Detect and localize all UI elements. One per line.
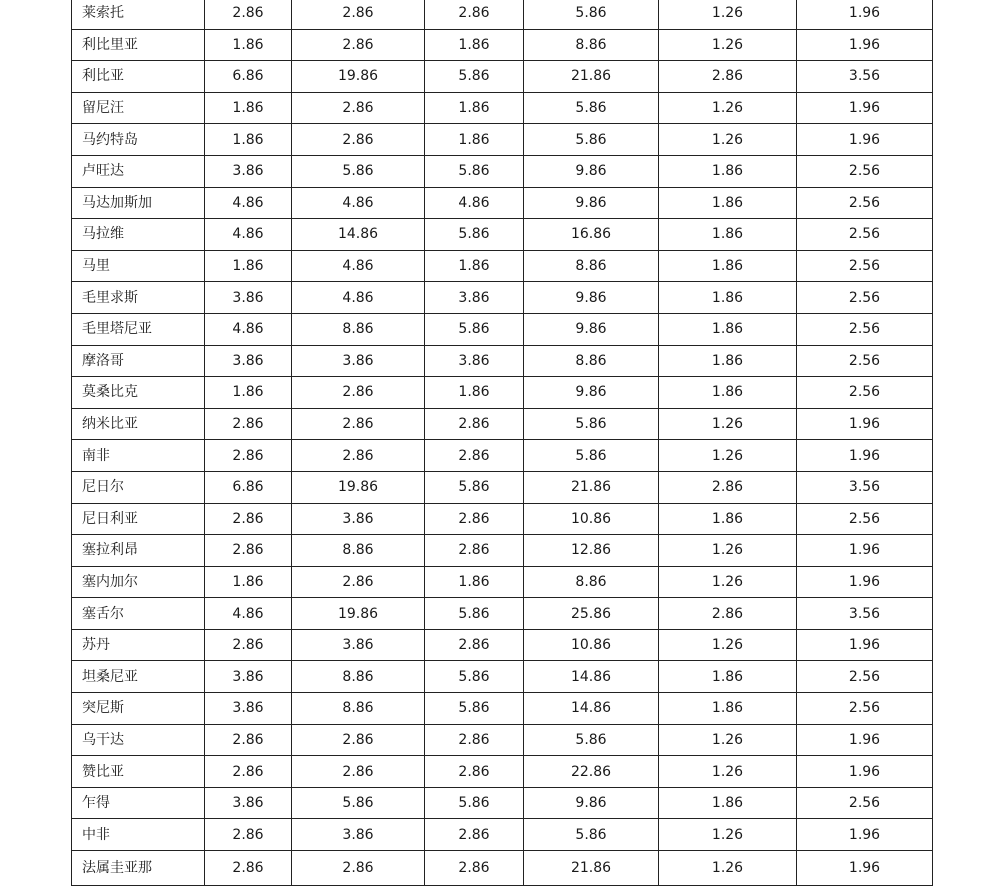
rate-cell: 22.86 (524, 756, 659, 788)
rate-cell: 2.86 (425, 819, 524, 851)
rate-cell: 2.56 (797, 787, 933, 819)
rate-cell: 21.86 (524, 61, 659, 93)
rate-cell: 2.86 (425, 851, 524, 886)
rate-cell: 5.86 (524, 92, 659, 124)
rate-cell: 2.86 (205, 819, 292, 851)
rate-cell: 1.86 (659, 693, 797, 725)
rate-cell: 1.86 (659, 377, 797, 409)
table-row (72, 819, 933, 851)
rate-table-body (72, 0, 933, 886)
rate-cell: 2.86 (292, 408, 425, 440)
rate-cell: 9.86 (524, 155, 659, 187)
rate-cell: 2.86 (659, 471, 797, 503)
rate-cell: 3.86 (292, 819, 425, 851)
rate-cell: 1.86 (659, 787, 797, 819)
rate-cell: 1.86 (205, 29, 292, 61)
rate-cell: 1.86 (425, 92, 524, 124)
rate-cell: 5.86 (425, 693, 524, 725)
rate-cell: 2.86 (205, 851, 292, 886)
rate-cell: 2.86 (425, 535, 524, 567)
country-cell: 马里 (72, 250, 205, 282)
rate-cell: 1.86 (425, 566, 524, 598)
rate-cell: 1.96 (797, 124, 933, 156)
rate-cell: 5.86 (425, 787, 524, 819)
rate-cell: 1.26 (659, 408, 797, 440)
rate-table-container (71, 0, 933, 886)
rate-cell: 2.56 (797, 219, 933, 251)
rate-cell: 2.86 (292, 724, 425, 756)
country-cell: 莱索托 (72, 0, 205, 29)
country-cell: 尼日尔 (72, 471, 205, 503)
rate-cell: 2.86 (292, 851, 425, 886)
rate-cell: 1.96 (797, 819, 933, 851)
rate-cell: 2.86 (425, 629, 524, 661)
rate-cell: 2.56 (797, 187, 933, 219)
rate-cell: 2.86 (425, 724, 524, 756)
country-cell: 马达加斯加 (72, 187, 205, 219)
table-row (72, 187, 933, 219)
rate-cell: 5.86 (524, 0, 659, 29)
rate-cell: 3.86 (205, 345, 292, 377)
rate-cell: 2.86 (205, 756, 292, 788)
rate-cell: 2.86 (425, 0, 524, 29)
rate-cell: 2.86 (292, 440, 425, 472)
table-row (72, 92, 933, 124)
rate-cell: 1.26 (659, 819, 797, 851)
country-cell: 留尼汪 (72, 92, 205, 124)
rate-cell: 4.86 (205, 598, 292, 630)
country-cell: 毛里塔尼亚 (72, 313, 205, 345)
rate-cell: 3.86 (292, 345, 425, 377)
rate-cell: 2.86 (205, 503, 292, 535)
rate-cell: 2.86 (425, 408, 524, 440)
rate-cell: 3.86 (205, 282, 292, 314)
rate-cell: 3.86 (205, 693, 292, 725)
rate-cell: 25.86 (524, 598, 659, 630)
rate-cell: 1.96 (797, 724, 933, 756)
rate-cell: 2.86 (292, 92, 425, 124)
table-row (72, 313, 933, 345)
table-row (72, 61, 933, 93)
rate-cell: 2.56 (797, 377, 933, 409)
table-row (72, 408, 933, 440)
country-cell: 马拉维 (72, 219, 205, 251)
rate-cell: 1.26 (659, 851, 797, 886)
table-row (72, 250, 933, 282)
rate-cell: 5.86 (425, 155, 524, 187)
rate-cell: 4.86 (292, 250, 425, 282)
rate-cell: 1.86 (659, 313, 797, 345)
rate-cell: 5.86 (524, 819, 659, 851)
table-row (72, 787, 933, 819)
rate-cell: 10.86 (524, 629, 659, 661)
rate-cell: 1.26 (659, 92, 797, 124)
table-row (72, 345, 933, 377)
rate-cell: 1.26 (659, 29, 797, 61)
rate-cell: 1.86 (659, 282, 797, 314)
rate-cell: 3.56 (797, 61, 933, 93)
rate-cell: 5.86 (292, 787, 425, 819)
table-row (72, 661, 933, 693)
rate-cell: 5.86 (425, 219, 524, 251)
table-row (72, 724, 933, 756)
rate-cell: 16.86 (524, 219, 659, 251)
rate-cell: 2.86 (205, 724, 292, 756)
rate-table (71, 0, 933, 886)
rate-cell: 8.86 (292, 313, 425, 345)
rate-cell: 2.86 (659, 61, 797, 93)
country-cell: 赞比亚 (72, 756, 205, 788)
country-cell: 利比里亚 (72, 29, 205, 61)
table-row (72, 629, 933, 661)
rate-cell: 2.86 (425, 440, 524, 472)
table-row (72, 440, 933, 472)
table-row (72, 756, 933, 788)
country-cell: 利比亚 (72, 61, 205, 93)
table-row (72, 377, 933, 409)
rate-cell: 2.86 (205, 629, 292, 661)
rate-cell: 10.86 (524, 503, 659, 535)
country-cell: 南非 (72, 440, 205, 472)
country-cell: 塞拉利昂 (72, 535, 205, 567)
rate-cell: 8.86 (524, 345, 659, 377)
table-row (72, 535, 933, 567)
rate-cell: 2.86 (292, 29, 425, 61)
rate-cell: 3.86 (205, 661, 292, 693)
rate-cell: 1.96 (797, 0, 933, 29)
rate-cell: 2.86 (292, 756, 425, 788)
rate-cell: 1.96 (797, 756, 933, 788)
rate-cell: 1.26 (659, 756, 797, 788)
rate-cell: 2.56 (797, 250, 933, 282)
rate-cell: 4.86 (292, 187, 425, 219)
rate-cell: 2.86 (292, 124, 425, 156)
rate-cell: 14.86 (292, 219, 425, 251)
rate-cell: 1.86 (659, 503, 797, 535)
rate-cell: 1.86 (659, 345, 797, 377)
rate-cell: 5.86 (425, 313, 524, 345)
rate-cell: 5.86 (425, 471, 524, 503)
rate-cell: 14.86 (524, 693, 659, 725)
rate-cell: 1.26 (659, 440, 797, 472)
rate-cell: 1.96 (797, 408, 933, 440)
rate-cell: 19.86 (292, 598, 425, 630)
rate-cell: 5.86 (292, 155, 425, 187)
rate-cell: 8.86 (292, 693, 425, 725)
rate-cell: 4.86 (425, 187, 524, 219)
rate-cell: 2.86 (425, 756, 524, 788)
rate-cell: 1.86 (425, 124, 524, 156)
table-row (72, 503, 933, 535)
country-cell: 乍得 (72, 787, 205, 819)
rate-cell: 1.86 (425, 377, 524, 409)
country-cell: 塞舌尔 (72, 598, 205, 630)
country-cell: 坦桑尼亚 (72, 661, 205, 693)
country-cell: 苏丹 (72, 629, 205, 661)
rate-cell: 3.86 (205, 787, 292, 819)
table-row (72, 0, 933, 29)
rate-cell: 14.86 (524, 661, 659, 693)
rate-cell: 2.86 (205, 535, 292, 567)
country-cell: 突尼斯 (72, 693, 205, 725)
rate-cell: 9.86 (524, 187, 659, 219)
rate-cell: 4.86 (292, 282, 425, 314)
rate-cell: 1.96 (797, 851, 933, 886)
country-cell: 中非 (72, 819, 205, 851)
rate-cell: 5.86 (524, 408, 659, 440)
rate-cell: 2.86 (659, 598, 797, 630)
rate-cell: 8.86 (524, 29, 659, 61)
rate-cell: 4.86 (205, 219, 292, 251)
country-cell: 摩洛哥 (72, 345, 205, 377)
rate-cell: 5.86 (425, 661, 524, 693)
rate-cell: 9.86 (524, 377, 659, 409)
rate-cell: 8.86 (524, 566, 659, 598)
rate-cell: 1.86 (205, 92, 292, 124)
rate-cell: 1.86 (425, 29, 524, 61)
rate-cell: 6.86 (205, 471, 292, 503)
rate-cell: 19.86 (292, 61, 425, 93)
rate-cell: 1.86 (205, 566, 292, 598)
country-cell: 塞内加尔 (72, 566, 205, 598)
rate-cell: 2.86 (292, 377, 425, 409)
rate-cell: 4.86 (205, 313, 292, 345)
rate-cell: 6.86 (205, 61, 292, 93)
rate-cell: 2.56 (797, 503, 933, 535)
rate-cell: 19.86 (292, 471, 425, 503)
rate-cell: 2.86 (292, 0, 425, 29)
rate-cell: 1.26 (659, 535, 797, 567)
rate-cell: 9.86 (524, 313, 659, 345)
rate-cell: 3.86 (292, 503, 425, 535)
country-cell: 法属圭亚那 (72, 851, 205, 886)
rate-cell: 9.86 (524, 282, 659, 314)
rate-cell: 8.86 (524, 250, 659, 282)
table-row (72, 219, 933, 251)
rate-cell: 1.96 (797, 629, 933, 661)
rate-cell: 1.96 (797, 92, 933, 124)
rate-cell: 2.56 (797, 155, 933, 187)
rate-cell: 1.86 (205, 124, 292, 156)
rate-cell: 5.86 (425, 598, 524, 630)
rate-cell: 2.86 (205, 408, 292, 440)
rate-cell: 3.56 (797, 471, 933, 503)
table-row (72, 598, 933, 630)
country-cell: 乌干达 (72, 724, 205, 756)
rate-cell: 1.86 (659, 661, 797, 693)
rate-cell: 3.86 (425, 345, 524, 377)
rate-cell: 1.26 (659, 0, 797, 29)
rate-cell: 1.86 (205, 377, 292, 409)
rate-cell: 2.86 (292, 566, 425, 598)
table-row (72, 693, 933, 725)
rate-cell: 21.86 (524, 471, 659, 503)
rate-cell: 1.26 (659, 124, 797, 156)
rate-cell: 2.56 (797, 282, 933, 314)
table-row (72, 566, 933, 598)
rate-cell: 1.96 (797, 566, 933, 598)
rate-cell: 5.86 (425, 61, 524, 93)
rate-cell: 8.86 (292, 661, 425, 693)
rate-cell: 1.96 (797, 440, 933, 472)
rate-cell: 5.86 (524, 724, 659, 756)
rate-cell: 21.86 (524, 851, 659, 886)
rate-cell: 9.86 (524, 787, 659, 819)
country-cell: 马约特岛 (72, 124, 205, 156)
rate-cell: 2.56 (797, 693, 933, 725)
rate-cell: 3.56 (797, 598, 933, 630)
rate-cell: 1.26 (659, 724, 797, 756)
rate-cell: 2.56 (797, 313, 933, 345)
table-row (72, 471, 933, 503)
country-cell: 纳米比亚 (72, 408, 205, 440)
rate-cell: 1.86 (205, 250, 292, 282)
country-cell: 毛里求斯 (72, 282, 205, 314)
country-cell: 莫桑比克 (72, 377, 205, 409)
rate-cell: 3.86 (205, 155, 292, 187)
rate-cell: 2.86 (425, 503, 524, 535)
rate-cell: 1.26 (659, 629, 797, 661)
table-row (72, 282, 933, 314)
table-row (72, 29, 933, 61)
rate-cell: 1.86 (659, 219, 797, 251)
country-cell: 尼日利亚 (72, 503, 205, 535)
rate-cell: 5.86 (524, 440, 659, 472)
table-row (72, 124, 933, 156)
rate-cell: 3.86 (425, 282, 524, 314)
table-row (72, 851, 933, 886)
rate-cell: 2.56 (797, 661, 933, 693)
rate-cell: 1.96 (797, 29, 933, 61)
rate-cell: 2.86 (205, 440, 292, 472)
rate-cell: 5.86 (524, 124, 659, 156)
rate-cell: 4.86 (205, 187, 292, 219)
rate-cell: 1.96 (797, 535, 933, 567)
rate-cell: 1.86 (659, 155, 797, 187)
rate-cell: 1.26 (659, 566, 797, 598)
rate-cell: 1.86 (425, 250, 524, 282)
country-cell: 卢旺达 (72, 155, 205, 187)
rate-cell: 12.86 (524, 535, 659, 567)
rate-cell: 8.86 (292, 535, 425, 567)
rate-cell: 1.86 (659, 187, 797, 219)
table-row (72, 155, 933, 187)
rate-cell: 3.86 (292, 629, 425, 661)
rate-cell: 2.86 (205, 0, 292, 29)
rate-cell: 1.86 (659, 250, 797, 282)
rate-cell: 2.56 (797, 345, 933, 377)
